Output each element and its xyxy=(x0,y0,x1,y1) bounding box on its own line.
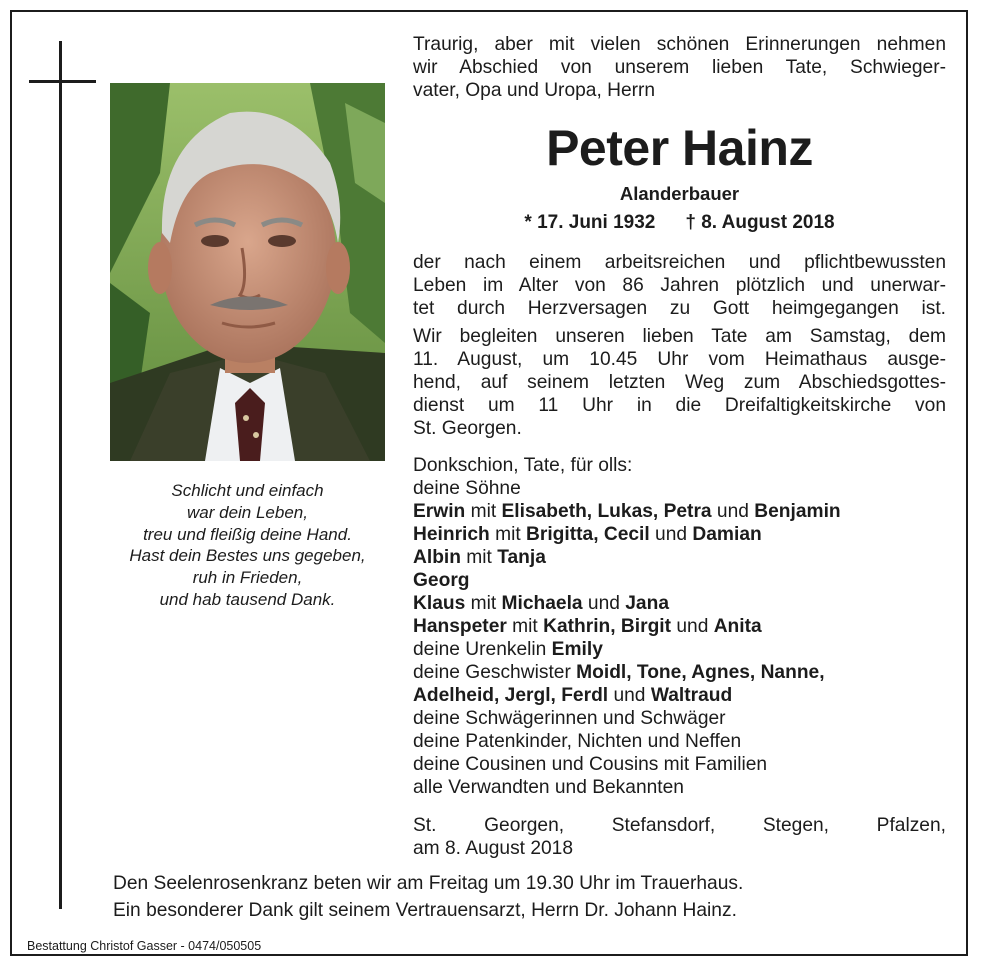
family-name: Damian xyxy=(692,524,762,545)
family-connector: mit xyxy=(465,501,502,522)
family-connector: mit xyxy=(489,524,527,545)
family-name: Elisabeth, Lukas, Petra xyxy=(501,501,712,522)
family-list xyxy=(413,454,946,799)
family-name: Jana xyxy=(625,593,669,614)
rosary-notice: Den Seelenrosenkranz beten wir am Freitag um 19.30 Uhr im Trauerhaus. xyxy=(113,873,744,894)
family-connector: deine Urenkelin xyxy=(413,639,552,660)
family-name: Benjamin xyxy=(754,501,841,522)
family-line xyxy=(413,592,946,615)
memorial-poem xyxy=(100,480,395,611)
body-line: St. Georgen. xyxy=(413,418,522,439)
family-connector: mit xyxy=(506,616,544,637)
family-connector: mit xyxy=(460,547,498,568)
family-line: deine Cousinen und Cousins mit Familien xyxy=(413,754,768,775)
cross-icon xyxy=(59,41,62,909)
cross-icon-bar xyxy=(29,80,96,83)
family-connector: und xyxy=(671,616,714,637)
family-name: Hanspeter xyxy=(413,616,507,637)
body-line: Leben im Alter von 86 Jahren plötzlich und unerwar- xyxy=(413,275,946,296)
birth-date: * 17. Juni 1932 xyxy=(524,212,656,233)
family-line: deine Patenkinder, Nichten und Neffen xyxy=(413,731,742,752)
date-line: am 8. August 2018 xyxy=(413,838,574,859)
family-line xyxy=(413,684,946,707)
intro-line: vater, Opa und Uropa, Herrn xyxy=(413,80,656,101)
family-line xyxy=(413,638,946,661)
family-name: Adelheid, Jergl, Ferdl xyxy=(413,685,609,706)
intro-line: Traurig, aber mit vielen schönen Erinnerungen nehmen xyxy=(413,34,946,55)
body-line: Wir begleiten unseren lieben Tate am Samstag, dem xyxy=(413,326,946,347)
body-line: tet durch Herzversagen zu Gott heimgegangen ist. xyxy=(413,298,946,319)
body-paragraph-1 xyxy=(413,251,946,320)
place-and-date xyxy=(413,814,946,860)
family-name: Klaus xyxy=(413,593,466,614)
poem-line: und hab tausend Dank. xyxy=(159,589,336,609)
family-name: Brigitta, Cecil xyxy=(526,524,650,545)
family-connector: und xyxy=(711,501,755,522)
life-dates xyxy=(413,211,946,235)
family-name: Michaela xyxy=(501,593,583,614)
family-connector: deine Geschwister xyxy=(413,662,577,683)
family-name: Tanja xyxy=(497,547,546,568)
family-line xyxy=(413,569,946,592)
family-line: alle Verwandten und Bekannten xyxy=(413,777,684,798)
deceased-name: Peter Hainz xyxy=(546,120,813,176)
intro-line: wir Abschied von unserem lieben Tate, Schwieger- xyxy=(413,57,946,78)
family-line xyxy=(413,500,946,523)
family-connector: mit xyxy=(465,593,502,614)
family-connector: und xyxy=(582,593,626,614)
poem-line: Hast dein Bestes uns gegeben, xyxy=(129,546,366,566)
thanks-notice: Ein besonderer Dank gilt seinem Vertrauensarzt, Herrn Dr. Johann Hainz. xyxy=(113,900,737,921)
family-name: Waltraud xyxy=(650,685,733,706)
family-name: Emily xyxy=(551,639,603,660)
poem-line: ruh in Frieden, xyxy=(192,568,303,588)
family-line xyxy=(413,615,946,638)
body-paragraph-2 xyxy=(413,325,946,440)
family-connector: und xyxy=(649,524,693,545)
family-name: Erwin xyxy=(413,501,466,522)
body-line: dienst um 11 Uhr in die Dreifaltigkeitskirche von xyxy=(413,395,946,416)
funeral-home-credit: Bestattung Christof Gasser - 0474/050505 xyxy=(27,939,262,953)
family-name: Albin xyxy=(413,547,461,568)
family-sons-label: deine Söhne xyxy=(413,478,521,499)
body-line: der nach einem arbeitsreichen und pflichtbewussten xyxy=(413,252,946,273)
place-line: St. Georgen, Stefansdorf, Stegen, Pfalzen, xyxy=(413,815,946,836)
family-line: deine Schwägerinnen und Schwäger xyxy=(413,708,726,729)
poem-line: war dein Leben, xyxy=(187,502,308,522)
family-name: Georg xyxy=(413,570,470,591)
intro-text xyxy=(413,33,946,102)
family-name: Anita xyxy=(713,616,762,637)
portrait-illustration xyxy=(110,83,385,461)
poem-line: treu und fleißig deine Hand. xyxy=(143,524,352,544)
family-line xyxy=(413,546,946,569)
family-name: Moidl, Tone, Agnes, Nanne, xyxy=(576,662,825,683)
body-line: 11. August, um 10.45 Uhr vom Heimathaus ausge- xyxy=(413,349,946,370)
family-name: Heinrich xyxy=(413,524,490,545)
family-line xyxy=(413,661,946,684)
family-greeting: Donkschion, Tate, für olls: xyxy=(413,455,633,476)
family-connector: und xyxy=(608,685,651,706)
body-line: hend, auf seinem letzten Weg zum Abschiedsgottes- xyxy=(413,372,946,393)
deceased-nickname: Alanderbauer xyxy=(619,183,740,204)
poem-line: Schlicht und einfach xyxy=(171,481,324,500)
family-line xyxy=(413,523,946,546)
portrait-photo xyxy=(110,83,385,461)
death-date: † 8. August 2018 xyxy=(685,212,835,233)
family-name: Kathrin, Birgit xyxy=(543,616,672,637)
